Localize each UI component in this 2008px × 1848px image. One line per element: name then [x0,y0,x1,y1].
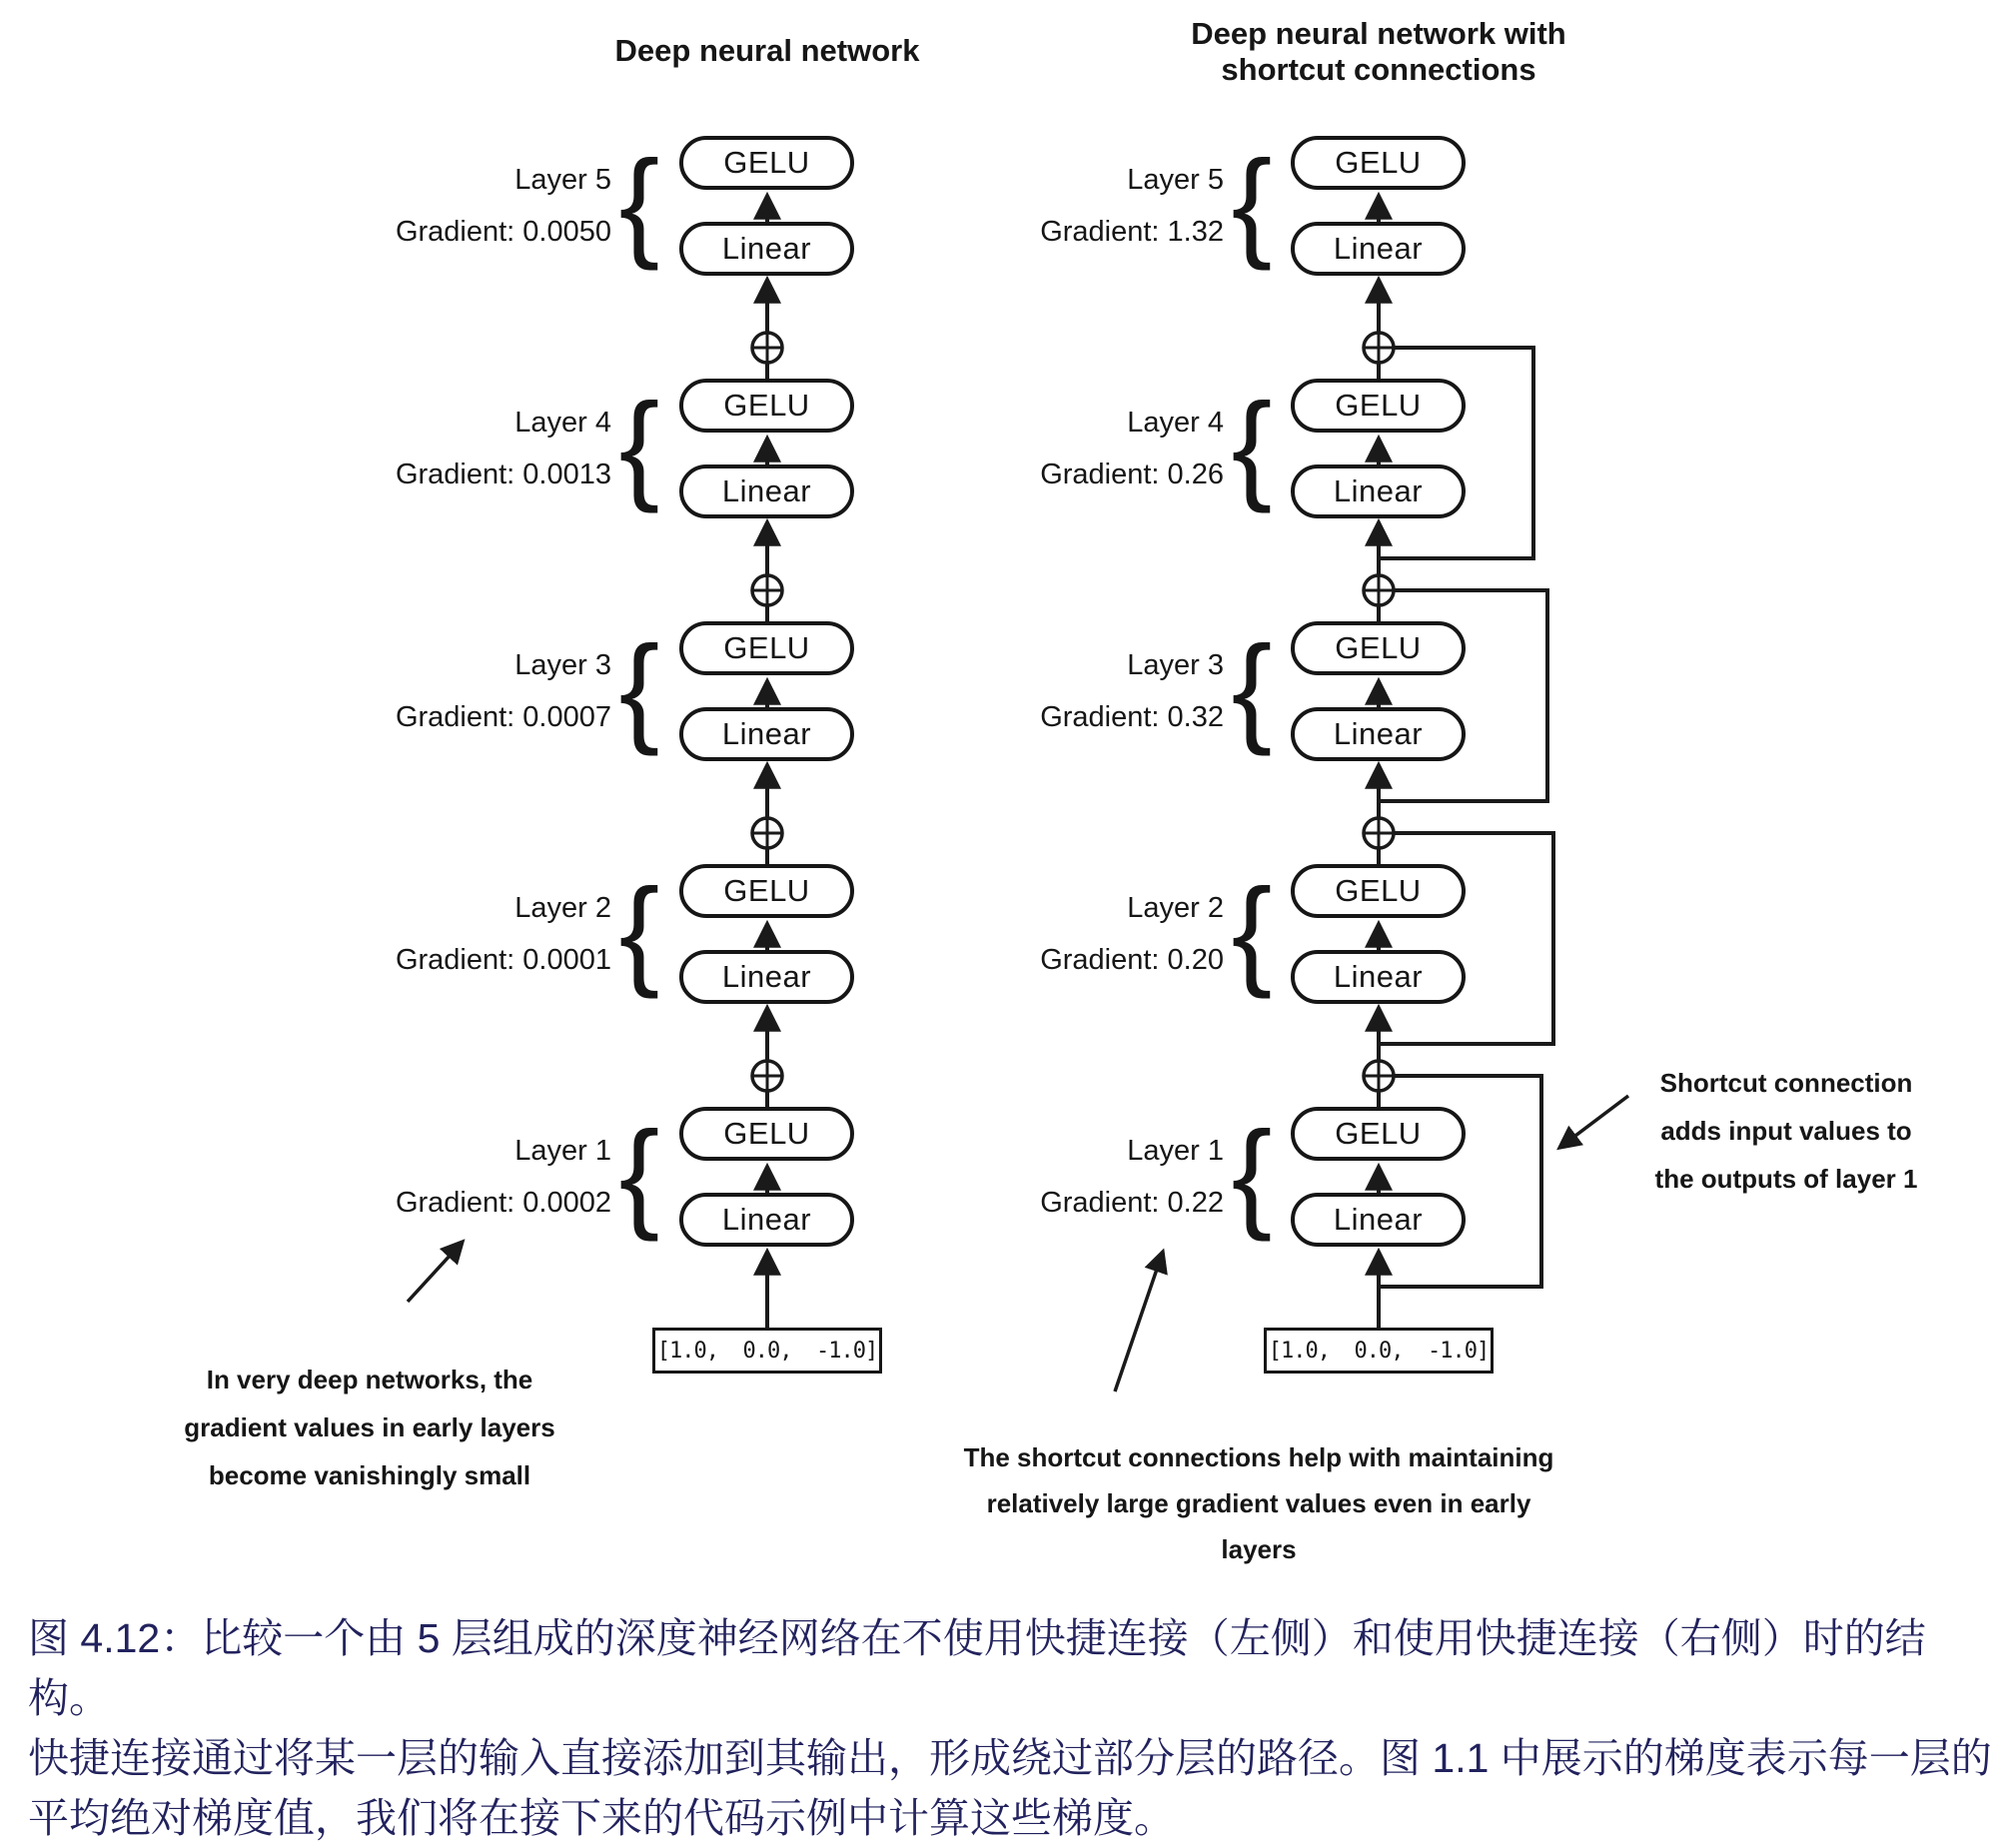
layer-gradient: Gradient: 0.26 [1040,459,1224,490]
curly-brace-icon: { [1231,378,1273,513]
layer-gradient: Gradient: 0.0002 [395,1187,611,1219]
annotation-line: gradient values in early layers [184,1412,555,1442]
left-layer1-gelu-box: GELU [679,1107,854,1161]
right-layer4-label [904,397,1224,500]
right-layer4-gelu-box: GELU [1291,379,1466,433]
annotation-line: relatively large gradient values even in early layers [986,1488,1531,1564]
layer-name: Layer 3 [1127,649,1224,681]
figure-caption [28,1608,1992,1848]
layer-gradient: Gradient: 0.0001 [395,944,611,976]
curly-brace-icon: { [618,863,660,999]
right-layer3-label [904,639,1224,743]
left-layer1-label [292,1125,611,1229]
left-network-title: Deep neural network [614,33,920,68]
layer-name: Layer 3 [514,649,611,681]
right-layer2-linear-box: Linear [1291,950,1466,1004]
plus-circle-icon [1364,1061,1394,1091]
left-layer2-linear-box: Linear [679,950,854,1004]
right-layer3-gelu-box: GELU [1291,621,1466,675]
right-layer5-linear-box: Linear [1291,222,1466,276]
right-layer1-linear-box: Linear [1291,1193,1466,1247]
left-layer5-label [292,154,611,258]
layer-gradient: Gradient: 0.0050 [395,216,611,248]
layer-name: Layer 4 [514,407,611,439]
left-layer5-linear-box: Linear [679,222,854,276]
layer-name: Layer 2 [1127,892,1224,924]
right-layer2-label [904,882,1224,986]
layer-name: Layer 1 [1127,1135,1224,1167]
plus-circle-icon [1364,333,1394,363]
curly-brace-icon: { [1231,863,1273,999]
curly-brace-icon: { [1231,135,1273,271]
left-layer4-linear-box: Linear [679,464,854,518]
caption-line: 平均绝对梯度值，我们将在接下来的代码示例中计算这些梯度。 [28,1795,1175,1841]
annotation-line: In very deep networks, the [206,1365,533,1394]
plus-circle-icon [752,575,782,605]
plus-circle-icon [1364,818,1394,848]
plus-circle-icon [1364,575,1394,605]
plus-circle-icon [752,333,782,363]
layer-gradient: Gradient: 0.32 [1040,701,1224,733]
layer-gradient: Gradient: 1.32 [1040,216,1224,248]
curly-brace-icon: { [618,620,660,756]
left-layer4-label [292,397,611,500]
annotation-line: become vanishingly small [208,1460,531,1490]
plus-circle-icon [752,1061,782,1091]
layer-gradient: Gradient: 0.0007 [395,701,611,733]
annotation-line: Shortcut connection [1659,1068,1913,1098]
left-layer4-gelu-box: GELU [679,379,854,433]
left-layer5-gelu-box: GELU [679,136,854,190]
annotation-line: the outputs of layer 1 [1654,1164,1918,1194]
left-layer1-linear-box: Linear [679,1193,854,1247]
layer-name: Layer 1 [514,1135,611,1167]
layer-gradient: Gradient: 0.22 [1040,1187,1224,1219]
right-network-title-line2: shortcut connections [1221,52,1536,87]
layer-gradient: Gradient: 0.0013 [395,459,611,490]
right-network-title [1077,16,1680,88]
caption-line: 图 4.12：比较一个由 5 层组成的深度神经网络在不使用快捷连接（左侧）和使用快捷连接（右侧）时的结构。 [28,1615,1926,1721]
left-layer2-label [292,882,611,986]
curly-brace-icon: { [1231,620,1273,756]
vanishing-annotation-arrow [408,1242,463,1302]
vanishing-gradient-annotation [145,1356,594,1499]
maintain-gradient-annotation [949,1434,1568,1572]
maintain-annotation-arrow [1115,1252,1163,1391]
left-layer3-label [292,639,611,743]
layer-name: Layer 5 [514,164,611,196]
curly-brace-icon: { [1231,1106,1273,1242]
right-input-vector: [1.0, 0.0, -1.0] [1264,1328,1494,1374]
right-layer2-gelu-box: GELU [1291,864,1466,918]
caption-line: 快捷连接通过将某一层的输入直接添加到其输出，形成绕过部分层的路径。图 1.1 中展示的梯度表示每一层的 [28,1735,1992,1781]
layer-gradient: Gradient: 0.20 [1040,944,1224,976]
shortcut-connection-annotation [1636,1059,1936,1203]
right-layer1-label [904,1125,1224,1229]
left-layer3-linear-box: Linear [679,707,854,761]
layer-name: Layer 2 [514,892,611,924]
right-network-title-line1: Deep neural network with [1191,16,1566,51]
annotation-line: The shortcut connections help with maintaining [963,1442,1554,1472]
curly-brace-icon: { [618,135,660,271]
right-layer3-linear-box: Linear [1291,707,1466,761]
right-layer4-linear-box: Linear [1291,464,1466,518]
annotation-line: adds input values to [1660,1116,1912,1146]
left-layer3-gelu-box: GELU [679,621,854,675]
curly-brace-icon: { [618,378,660,513]
right-layer5-label [904,154,1224,258]
layer-name: Layer 4 [1127,407,1224,439]
left-input-vector: [1.0, 0.0, -1.0] [652,1328,882,1374]
shortcut-annotation-arrow [1559,1096,1628,1148]
right-layer5-gelu-box: GELU [1291,136,1466,190]
right-layer1-gelu-box: GELU [1291,1107,1466,1161]
plus-circle-icon [752,818,782,848]
curly-brace-icon: { [618,1106,660,1242]
layer-name: Layer 5 [1127,164,1224,196]
left-layer2-gelu-box: GELU [679,864,854,918]
